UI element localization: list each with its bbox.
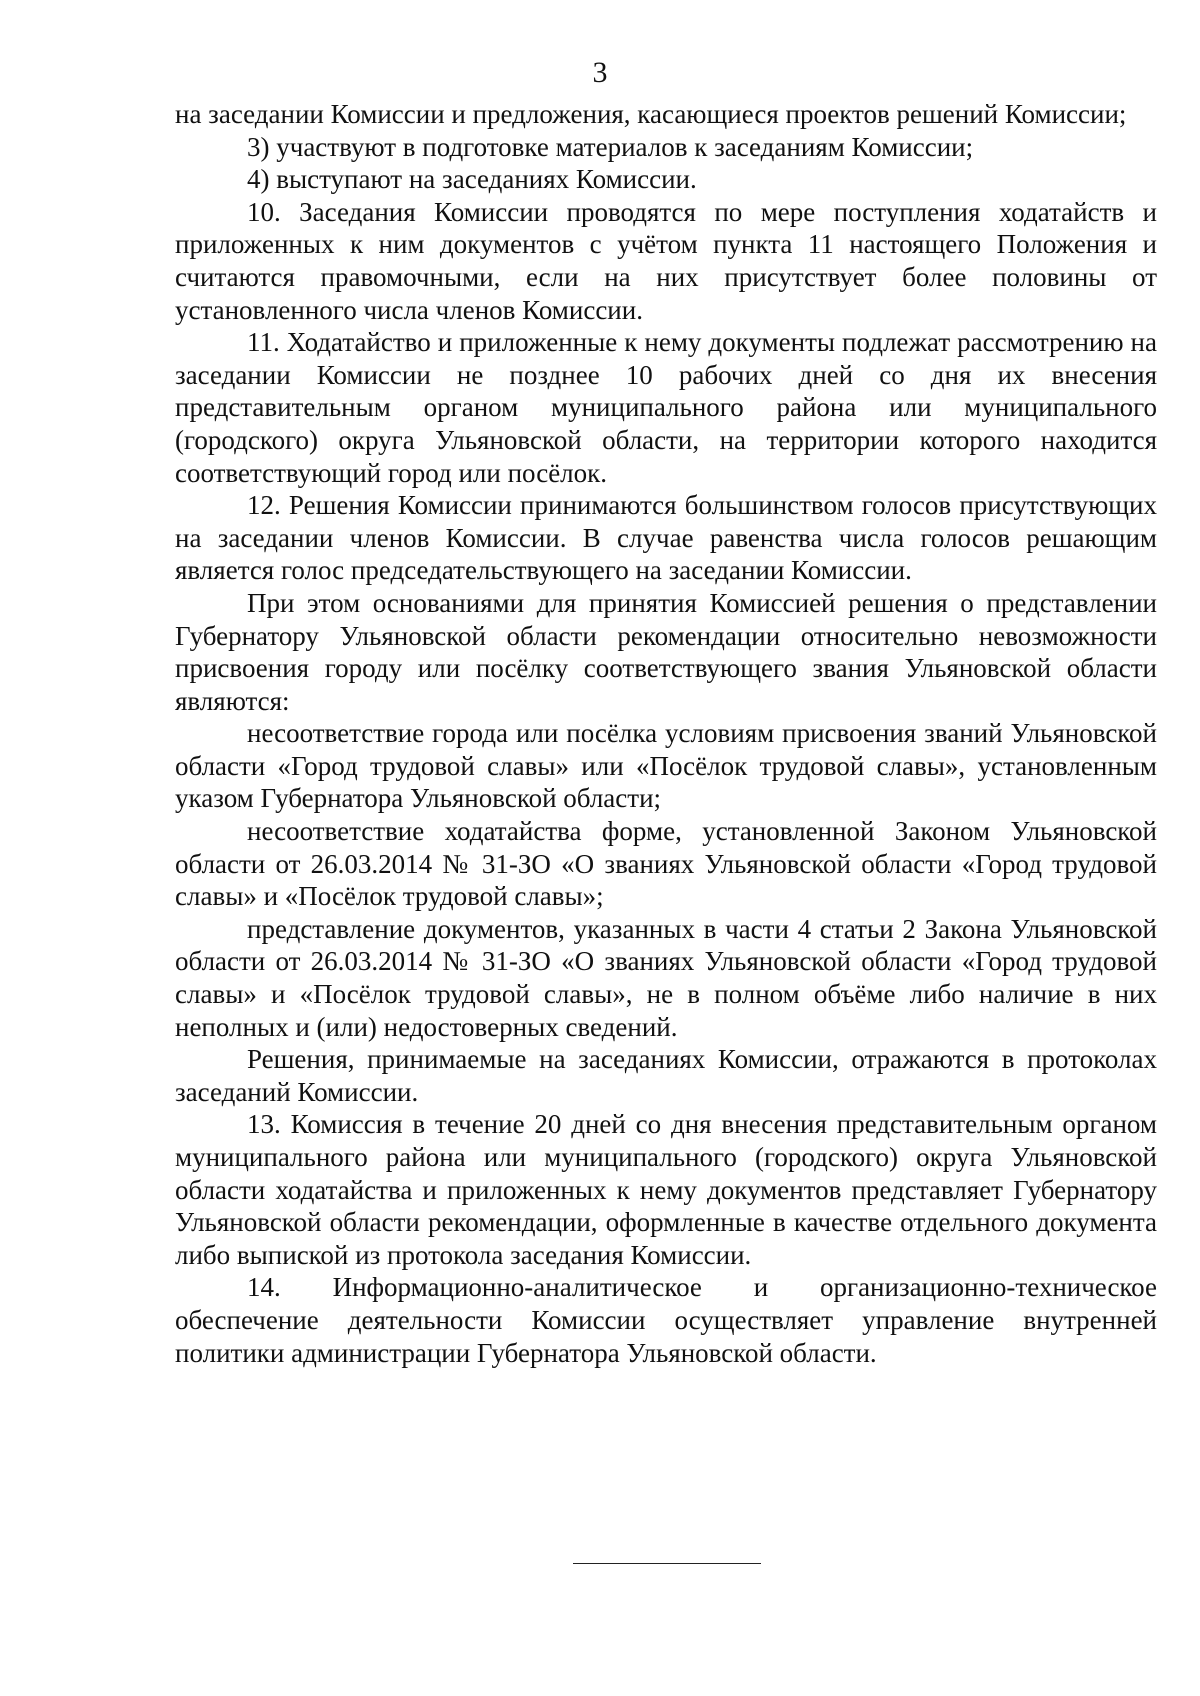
paragraph-item-4: 4) выступают на заседаниях Комиссии. xyxy=(247,164,697,195)
paragraph-grounds-intro: При этом основаниями для принятия Комиссией решения о представлении Губернатору Ульяновской области рекомендации относительно невозможности присвоения городу или посёлку соответствующего звания Ульяновской области являются: xyxy=(175,587,1157,716)
page-number: 3 xyxy=(592,56,608,89)
paragraph-ground-2: несоответствие ходатайства форме, установленной Законом Ульяновской области от 26.03.2014 № 31-ЗО «О званиях Ульяновской области «Город трудовой славы» и «Посёлок трудовой славы»; xyxy=(175,816,1157,912)
paragraph-continuation: на заседании Комиссии и предложения, касающиеся проектов решений Комиссии; xyxy=(175,99,1127,129)
paragraph-clause-11: 11. Ходатайство и приложенные к нему документы подлежат рассмотрению на заседании Комиссии не позднее 10 рабочих дней со дня их внесения представительным органом муниципального района или муниципального (городского) округа Ульяновской области, на территории которого находится соответствующий город или посёлок. xyxy=(175,327,1157,488)
end-of-document-rule xyxy=(573,1563,761,1564)
paragraph-clause-14: 14. Информационно-аналитическое и организационно-техническое обеспечение деятельности Комиссии осуществляет управление внутренней политики администрации Губернатора Ульяновской области. xyxy=(175,1272,1157,1368)
document-body xyxy=(175,98,1157,1369)
paragraph-clause-13: 13. Комиссия в течение 20 дней со дня внесения представительным органом муниципального района или муниципального (городского) округа Ульяновской области ходатайства и приложенных к нему документов представляет Губернатору Ульяновской области рекомендации, оформленные в качестве отдельного документа либо выпиской из протокола заседания Комиссии. xyxy=(175,1109,1157,1270)
paragraph-decisions-minutes: Решения, принимаемые на заседаниях Комиссии, отражаются в протоколах заседаний Комиссии. xyxy=(175,1044,1157,1107)
paragraph-ground-3: представление документов, указанных в части 4 статьи 2 Закона Ульяновской области от 26.03.2014 № 31-ЗО «О званиях Ульяновской области «Город трудовой славы» и «Посёлок трудовой славы», не в полном объёме либо наличие в них неполных и (или) недостоверных сведений. xyxy=(175,913,1157,1042)
paragraph-ground-1: несоответствие города или посёлка условиям присвоения званий Ульяновской области «Город трудовой славы» или «Посёлок трудовой славы», установленным указом Губернатора Ульяновской области; xyxy=(175,718,1157,814)
paragraph-item-3: 3) участвуют в подготовке материалов к заседаниям Комиссии; xyxy=(247,131,974,162)
paragraph-clause-10: 10. Заседания Комиссии проводятся по мере поступления ходатайств и приложенных к ним документов с учётом пункта 11 настоящего Положения и считаются правомочными, если на них присутствует более половины от установленного числа членов Комиссии. xyxy=(175,196,1157,325)
paragraph-clause-12: 12. Решения Комиссии принимаются большинством голосов присутствующих на заседании членов Комиссии. В случае равенства числа голосов решающим является голос председательствующего на заседании Комиссии. xyxy=(175,490,1157,586)
